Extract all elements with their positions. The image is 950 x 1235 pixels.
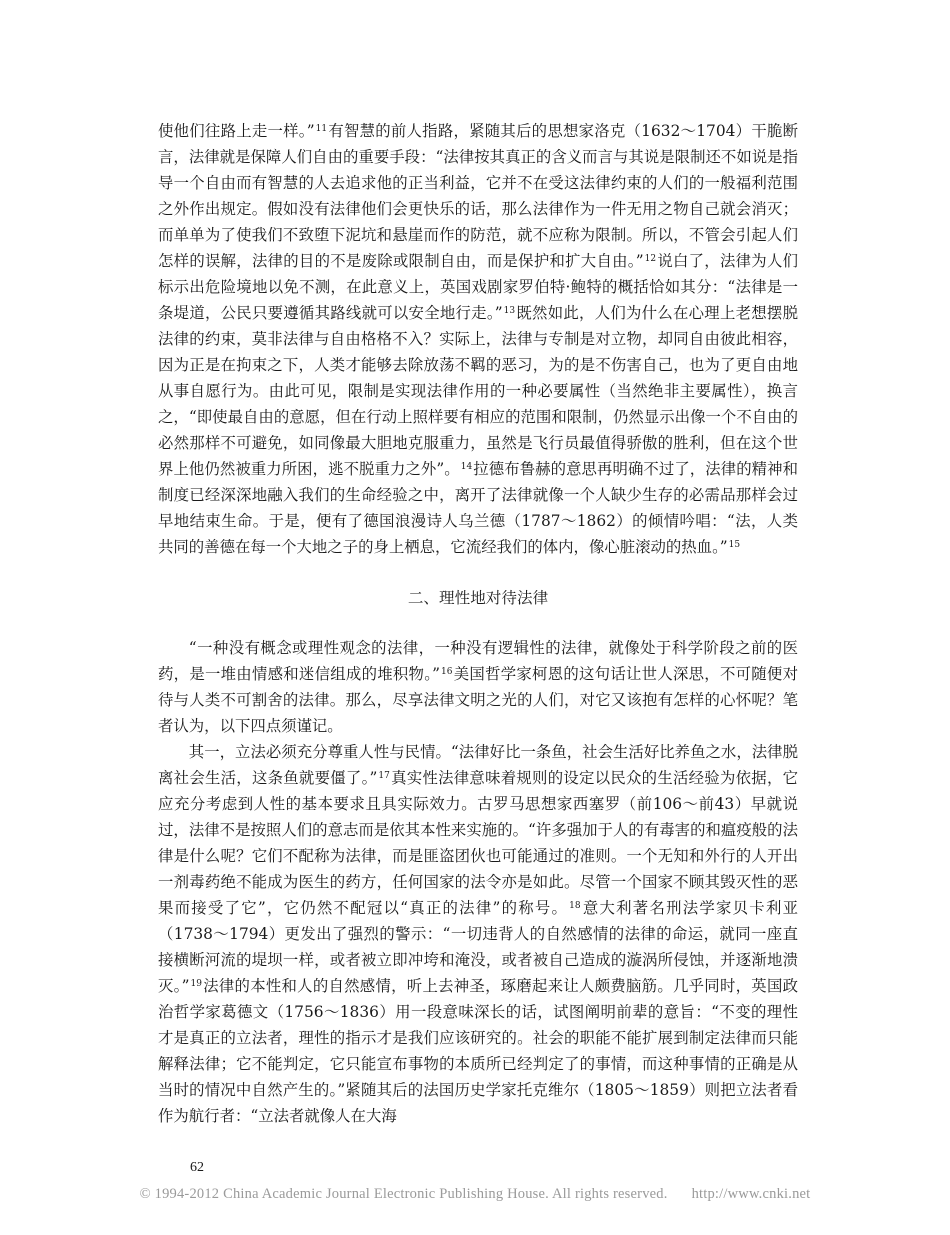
footnote-marker: 17	[378, 771, 390, 781]
footnote-marker: 18	[569, 901, 581, 911]
paragraph	[158, 739, 798, 1129]
sentence: 其一，立法必须充分尊重人性与民情。“法律好比一条鱼，社会生活好比养鱼之水，法律脱离社会生活，这条鱼就要僵了。”	[158, 743, 798, 787]
sentence: 说白了，法律为人们标示出危险境地以免不测，在此意义上，英国戏剧家罗伯特·鲍特的概括恰如其分：“法律是一条堤道，公民只要遵循其路线就可以安全地行走。”	[158, 252, 798, 322]
section-heading: 二、理性地对待法律	[407, 589, 549, 607]
footnote-marker: 11	[315, 124, 328, 134]
copyright-footer	[0, 1186, 950, 1203]
footnote-marker: 14	[460, 462, 473, 472]
sentence: 使他们往路上走一样。”	[158, 122, 315, 140]
paragraph-continuation	[158, 118, 798, 560]
sentence: 拉德布鲁赫的意思再明确不过了，法律的精神和制度已经深深地融入我们的生命经验之中，离开了法律就像一个人缺少生存的必需品那样会过早地结束生命。于是，便有了德国浪漫诗人乌兰德（1787～1862）的倾情吟唱：“法，人类共同的善德在每一个大地之子的身上栖息，它流经我们的体内，像心脏滚动的热血。”	[158, 460, 798, 556]
footnote-marker: 15	[728, 540, 741, 550]
paragraph	[158, 635, 798, 739]
footnote-marker: 16	[441, 667, 453, 677]
sentence: 意大利著名刑法学家贝卡利亚（1738～1794）更发出了强烈的警示：“一切违背人的自然感情的法律的命运，就同一座直接横断河流的堤坝一样，或者被立即冲垮和淹没，或者被自己造成的漩涡所侵蚀，并逐渐地溃灭。”	[158, 899, 798, 995]
cnki-url: http://www.cnki.net	[691, 1186, 811, 1202]
page-number: 62	[190, 1160, 204, 1175]
sentence: 有智慧的前人指路，紧随其后的思想家洛克（1632～1704）干脆断言，法律就是保障人们自由的重要手段：“法律按其真正的含义而言与其说是限制还不如说是指导一个自由而有智慧的人去追求他的正当利益，它并不在受这法律约束的人们的一般福利范围之外作出规定。假如没有法律他们会更快乐的话，那么法律作为一件无用之物自己就会消灭；而单单为了使我们不致堕下泥坑和悬崖而作的防范，就不应称为限制。所以，不管会引起人们怎样的误解，法律的目的不是废除或限制自由，而是保护和扩大自由。”	[158, 122, 798, 270]
footnote-marker: 19	[190, 979, 202, 989]
sentence: 美国哲学家柯恩的这句话让世人深思，不可随便对待与人类不可割舍的法律。那么，尽享法律文明之光的人们，对它又该抱有怎样的心怀呢？笔者认为，以下四点须谨记。	[158, 665, 798, 735]
copyright-notice: © 1994-2012 China Academic Journal Electronic Publishing House. All rights reserved.	[139, 1186, 668, 1202]
sentence: 真实性法律意味着规则的设定以民众的生活经验为依据，它应充分考虑到人性的基本要求且具实际效力。古罗马思想家西塞罗（前106～前43）早就说过，法律不是按照人们的意志而是依其本性来实施的。“许多强加于人的有毒害的和瘟疫般的法律是什么呢？它们不配称为法律，而是匪盗团伙也可能通过的准则。一个无知和外行的人开出一剂毒药绝不能成为医生的药方，任何国家的法令亦是如此。尽管一个国家不顾其毁灭性的恶果而接受了它”，它仍然不配冠以“真正的法律”的称号。	[158, 769, 798, 917]
sentence: 法律的本性和人的自然感情，听上去神圣，琢磨起来让人颇费脑筋。几乎同时，英国政治哲学家葛德文（1756～1836）用一段意味深长的话，试图阐明前辈的意旨：“不变的理性才是真正的立法者，理性的指示才是我们应该研究的。社会的职能不能扩展到制定法律而只能解释法律；它不能判定，它只能宣布事物的本质所已经判定了的事情，而这种事情的正确是从当时的情况中自然产生的。”紧随其后的法国历史学家托克维尔（1805～1859）则把立法者看作为航行者：“立法者就像人在大海	[158, 977, 798, 1125]
article-body	[158, 118, 798, 1129]
sentence: “一种没有概念或理性观念的法律，一种没有逻辑性的法律，就像处于科学阶段之前的医药，是一堆由情感和迷信组成的堆积物。”	[158, 639, 798, 683]
footnote-marker: 12	[644, 254, 657, 264]
footnote-marker: 13	[503, 306, 516, 316]
sentence: 既然如此，人们为什么在心理上老想摆脱法律的约束，莫非法律与自由格格不入？实际上，法律与专制是对立物，却同自由彼此相容，因为正是在拘束之下，人类才能够去除放荡不羁的恶习，为的是不伤害自己，也为了更自由地从事自愿行为。由此可见，限制是实现法律作用的一种必要属性（当然绝非主要属性），换言之，“即使最自由的意愿，但在行动上照样要有相应的范围和限制，仍然显示出像一个不自由的必然那样不可避免，如同像最大胆地克服重力，虽然是飞行员最值得骄傲的胜利，但在这个世界上他仍然被重力所困，逃不脱重力之外”。	[158, 304, 798, 478]
